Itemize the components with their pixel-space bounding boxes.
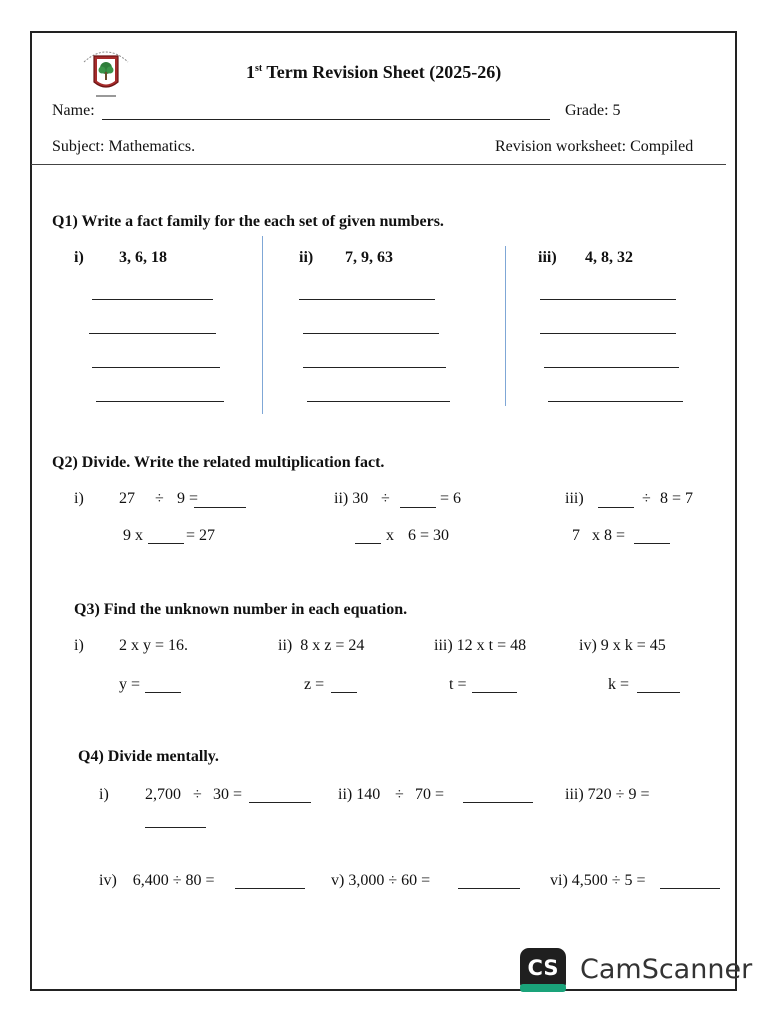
- q1-iii-answer-line-3[interactable]: [544, 367, 679, 368]
- q4-ii-divide-sign: ÷: [395, 786, 404, 803]
- q1-ii-answer-line-4[interactable]: [307, 401, 450, 402]
- q3-ii-equation: ii) 8 x z = 24: [278, 637, 365, 654]
- q4-ii-divisor: 70 =: [415, 786, 445, 803]
- q4-iii-expression: iii) 720 ÷ 9 =: [565, 786, 650, 803]
- q2-i-quotient-blank[interactable]: [194, 507, 246, 508]
- q4-vi-expression: vi) 4,500 ÷ 5 =: [550, 872, 646, 889]
- q1-iii-answer-line-2[interactable]: [540, 333, 676, 334]
- q1-item-i-values: 3, 6, 18: [119, 249, 167, 266]
- q3-iv-answer-label: k =: [608, 676, 630, 693]
- q3-iv-answer-blank[interactable]: [637, 692, 680, 693]
- q2-i-multiply-result: = 27: [186, 527, 216, 544]
- q4-i-divisor: 30 =: [213, 786, 243, 803]
- q2-iii-divisor: 8 = 7: [660, 490, 694, 507]
- q2-iii-dividend-blank[interactable]: [598, 507, 634, 508]
- q4-i-answer-blank[interactable]: [249, 802, 311, 803]
- q1-column-divider-1: [262, 236, 263, 414]
- camscanner-logo-icon: [520, 948, 566, 992]
- q3-iii-answer-blank[interactable]: [472, 692, 517, 693]
- subject-label: Subject: Mathematics.: [52, 138, 196, 155]
- q4-vi-answer-blank[interactable]: [660, 888, 720, 889]
- q1-iii-answer-line-4[interactable]: [548, 401, 683, 402]
- q1-i-answer-line-2[interactable]: [89, 333, 216, 334]
- q2-iii-multiply: 7 x 8 =: [572, 527, 626, 544]
- q2-ii-multiply-sign: x: [386, 527, 394, 544]
- q3-iii-answer-label: t =: [449, 676, 467, 693]
- q4-iii-answer-blank[interactable]: [145, 827, 206, 828]
- q2-iii-number: iii): [565, 490, 584, 507]
- name-label: Name:: [52, 102, 95, 119]
- header-divider: [31, 164, 726, 165]
- q4-i-number: i): [99, 786, 109, 803]
- q2-ii-quotient: = 6: [440, 490, 462, 507]
- q3-iv-equation: iv) 9 x k = 45: [579, 637, 666, 654]
- q1-title: Q1) Write a fact family for the each set of given numbers.: [52, 213, 444, 230]
- q2-ii-divide-sign: ÷: [381, 490, 390, 507]
- q2-i-divide-sign: ÷: [155, 490, 164, 507]
- school-crest-logo: [74, 42, 138, 102]
- q2-title: Q2) Divide. Write the related multiplication fact.: [52, 454, 385, 471]
- q2-ii-multiply-result: 6 = 30: [408, 527, 450, 544]
- q4-v-answer-blank[interactable]: [458, 888, 520, 889]
- q4-iv-answer-blank[interactable]: [235, 888, 305, 889]
- q2-iii-divide-sign: ÷: [642, 490, 651, 507]
- q4-i-dividend: 2,700: [145, 786, 181, 803]
- name-answer-line[interactable]: [102, 119, 550, 120]
- q2-i-divisor: 9 =: [177, 490, 199, 507]
- camscanner-brand-text: CamScanner: [580, 954, 753, 985]
- q2-i-number: i): [74, 490, 84, 507]
- q1-item-iii-number: iii): [538, 249, 557, 266]
- q2-i-multiply-blank[interactable]: [148, 543, 184, 544]
- q2-ii-divisor-blank[interactable]: [400, 507, 436, 508]
- q3-i-number: i): [74, 637, 84, 654]
- q3-ii-answer-label: z =: [304, 676, 325, 693]
- q3-i-answer-blank[interactable]: [145, 692, 181, 693]
- q1-i-answer-line-4[interactable]: [96, 401, 224, 402]
- q2-ii-dividend: ii) 30: [334, 490, 369, 507]
- q3-i-equation: 2 x y = 16.: [119, 637, 189, 654]
- q3-i-answer-label: y =: [119, 676, 141, 693]
- q4-ii-dividend: ii) 140: [338, 786, 381, 803]
- q3-iii-equation: iii) 12 x t = 48: [434, 637, 527, 654]
- q1-column-divider-2: [505, 246, 506, 406]
- q4-ii-answer-blank[interactable]: [463, 802, 533, 803]
- q4-iv-expression: iv) 6,400 ÷ 80 =: [99, 872, 215, 889]
- q1-ii-answer-line-2[interactable]: [303, 333, 439, 334]
- page-border: [30, 31, 737, 991]
- q1-iii-answer-line-1[interactable]: [540, 299, 676, 300]
- camscanner-badge-text: CS: [527, 956, 559, 980]
- q1-i-answer-line-3[interactable]: [92, 367, 220, 368]
- q4-i-divide-sign: ÷: [193, 786, 202, 803]
- q2-i-multiply: 9 x: [123, 527, 143, 544]
- q2-i-dividend: 27: [119, 490, 135, 507]
- q4-title: Q4) Divide mentally.: [78, 748, 219, 765]
- q2-iii-multiply-blank[interactable]: [634, 543, 670, 544]
- q1-ii-answer-line-3[interactable]: [303, 367, 446, 368]
- worksheet-label: Revision worksheet: Compiled: [495, 138, 694, 155]
- q2-ii-multiply-blank[interactable]: [355, 543, 381, 544]
- q1-i-answer-line-1[interactable]: [92, 299, 213, 300]
- q1-item-ii-number: ii): [299, 249, 314, 266]
- q1-item-i-number: i): [74, 249, 84, 266]
- page-title: 1st Term Revision Sheet (2025-26): [246, 62, 502, 82]
- q4-v-expression: v) 3,000 ÷ 60 =: [331, 872, 431, 889]
- grade-label: Grade: 5: [565, 102, 621, 119]
- q1-ii-answer-line-1[interactable]: [299, 299, 435, 300]
- q1-item-ii-values: 7, 9, 63: [345, 249, 393, 266]
- q3-title: Q3) Find the unknown number in each equation.: [74, 601, 408, 618]
- q1-item-iii-values: 4, 8, 32: [585, 249, 633, 266]
- q3-ii-answer-blank[interactable]: [331, 692, 357, 693]
